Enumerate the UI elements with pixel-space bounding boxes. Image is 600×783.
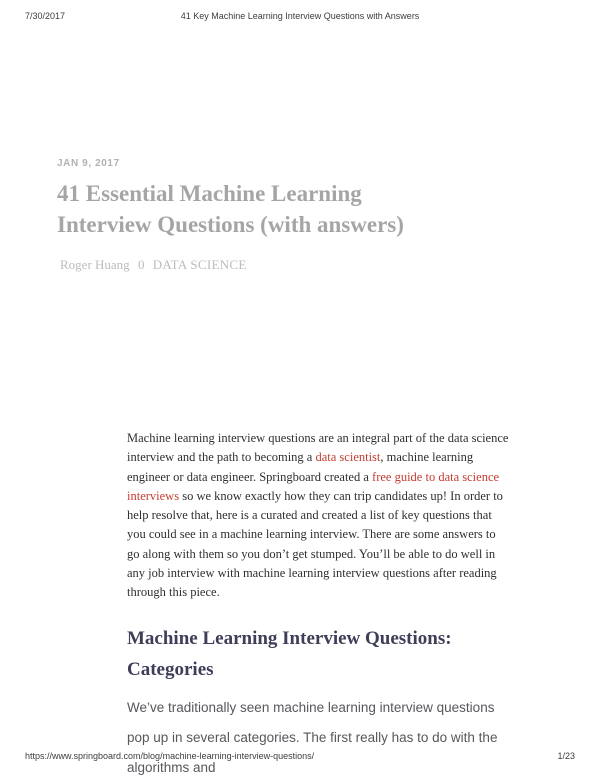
link-free-guide[interactable]: free guide to data science interviews — [127, 469, 500, 503]
post-date: JAN 9, 2017 — [57, 158, 120, 169]
article-header — [57, 158, 451, 273]
link-data-scientist[interactable]: data scientist — [315, 450, 381, 465]
comment-count: 0 — [137, 257, 145, 272]
print-date: 7/30/2017 — [25, 11, 66, 21]
section-heading: Machine Learning Interview Questions: Categories — [127, 627, 452, 680]
intro-text-2: , machine learning engineer or data engineer. Springboard created a — [127, 450, 474, 484]
byline — [60, 257, 451, 273]
print-footer — [25, 751, 575, 763]
byline-category: DATA SCIENCE — [152, 257, 247, 272]
print-url: https://www.springboard.com/blog/machine-learning-interview-questions/ — [25, 751, 315, 761]
print-header — [25, 11, 575, 23]
page-indicator: 1/23 — [557, 751, 575, 761]
article-body — [127, 429, 511, 783]
intro-text-1: Machine learning interview questions are an integral part of the data science interview and the path to becoming a — [127, 431, 509, 465]
print-document-title: 41 Key Machine Learning Interview Questions with Answers — [180, 11, 420, 21]
intro-paragraph — [127, 429, 511, 603]
article-title: 41 Essential Machine Learning Interview Questions (with answers) — [57, 181, 404, 237]
intro-text-3: so we know exactly how they can trip candidates up! In order to help resolve that, here is a curated and created a list of key questions that you could see in a machine learning interview. There are some answers to go along with them so you don’t get stumped. You’ll be able to do well in any job interview with machine learning interview questions after reading through this piece. — [127, 488, 503, 600]
byline-author: Roger Huang — [60, 257, 130, 272]
section-paragraph: We’ve traditionally seen machine learning interview questions pop up in several categories. The first really has to do with the algorithms and — [127, 699, 498, 775]
